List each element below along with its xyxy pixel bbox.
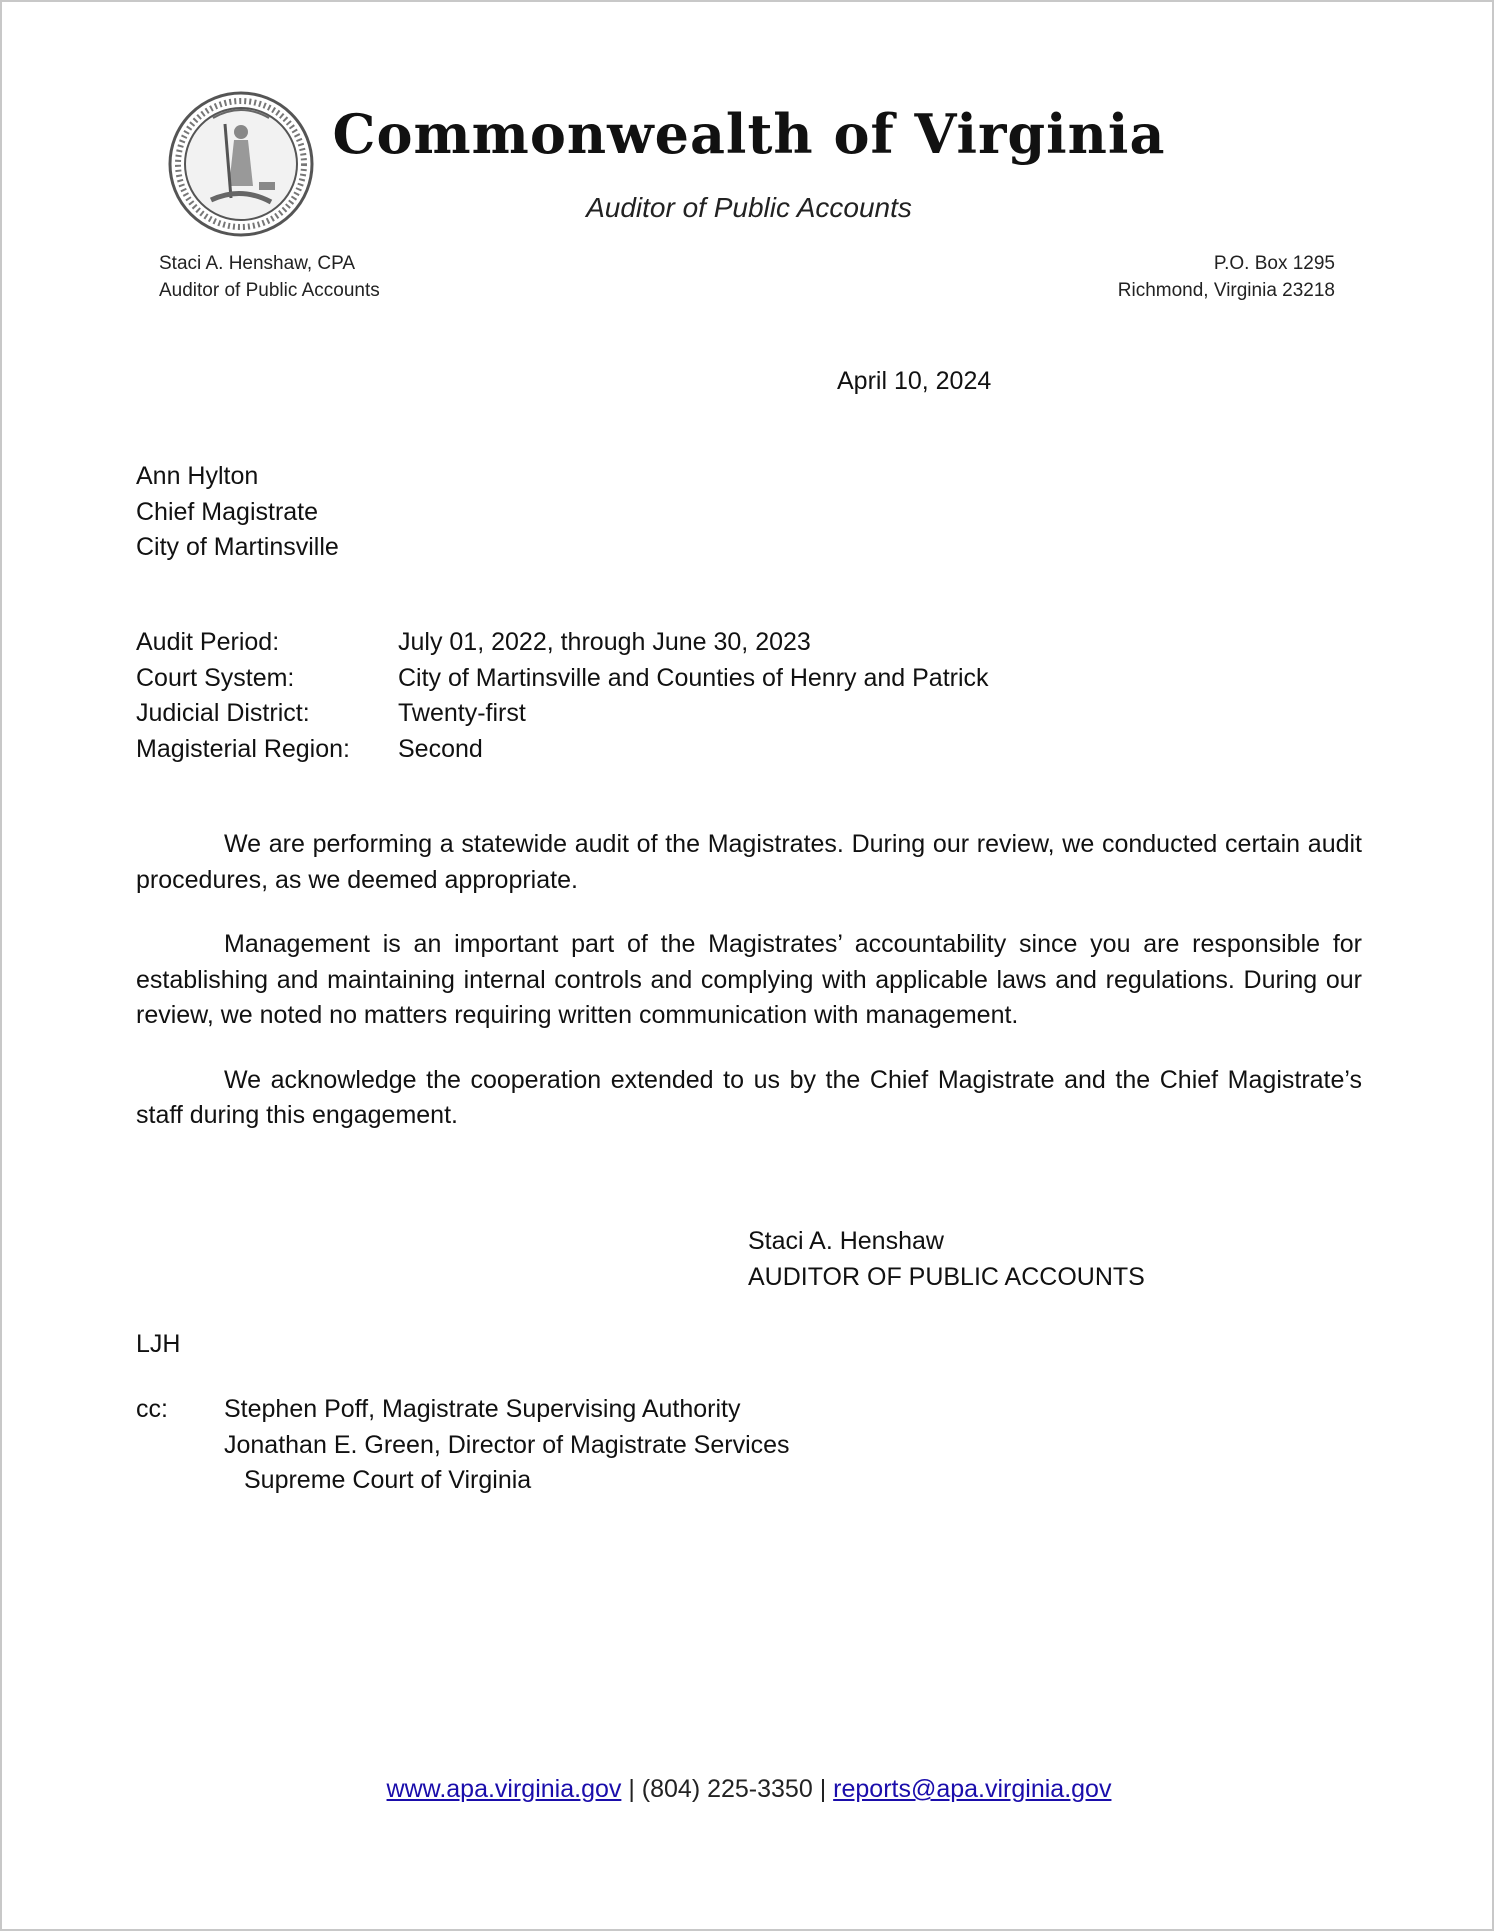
email-link[interactable]: reports@apa.virginia.gov (833, 1775, 1112, 1803)
cc-block (136, 1392, 790, 1499)
detail-label: Court System: (136, 663, 295, 692)
sender-block (159, 250, 380, 304)
detail-row (136, 625, 989, 661)
detail-value: Second (398, 734, 483, 763)
detail-row (136, 732, 989, 768)
detail-value: City of Martinsville and Counties of Henry and Patrick (398, 663, 989, 692)
cc-label: cc: (136, 1395, 168, 1423)
letterhead-subtitle: Auditor of Public Accounts (586, 192, 912, 223)
letter-body (136, 827, 1362, 1163)
footer-separator: | (819, 1775, 827, 1803)
website-link[interactable]: www.apa.virginia.gov (386, 1775, 622, 1803)
detail-label: Judicial District: (136, 699, 310, 727)
letter-date: April 10, 2024 (837, 367, 992, 395)
body-paragraph: We are performing a statewide audit of the Magistrates. During our review, we conducted certain audit procedures, as we deemed appropriate. (136, 830, 1362, 894)
cc-organization: Supreme Court of Virginia (244, 1466, 532, 1494)
signature-block (748, 1224, 1145, 1295)
cc-row (136, 1392, 790, 1428)
phone-number: (804) 225-3350 (641, 1775, 813, 1803)
sender-address (1118, 250, 1335, 304)
detail-row (136, 661, 989, 697)
recipient-name: Ann Hylton (136, 462, 259, 490)
footer-separator: | (628, 1775, 635, 1803)
sender-name: Staci A. Henshaw, CPA (159, 253, 356, 274)
recipient-location: City of Martinsville (136, 533, 339, 561)
address-line-2: Richmond, Virginia 23218 (1117, 280, 1335, 301)
address-line-1: P.O. Box 1295 (1213, 253, 1335, 274)
cc-row (136, 1428, 790, 1464)
detail-value: July 01, 2022, through June 30, 2023 (398, 628, 811, 656)
cc-recipient: Jonathan E. Green, Director of Magistrate Services (224, 1430, 790, 1459)
body-paragraph: We acknowledge the cooperation extended to us by the Chief Magistrate and the Chief Magistrate’s staff during this engagement. (136, 1065, 1362, 1129)
signer-name: Staci A. Henshaw (748, 1227, 944, 1255)
audit-details (136, 625, 989, 767)
letterhead-title: Commonwealth of Virginia (332, 102, 1166, 166)
typist-initials: LJH (136, 1330, 181, 1358)
detail-row (136, 696, 989, 732)
recipient-title: Chief Magistrate (136, 497, 319, 526)
footer (2, 1775, 1494, 1804)
cc-recipient: Stephen Poff, Magistrate Supervising Authority (224, 1395, 741, 1423)
detail-label: Audit Period: (136, 628, 280, 656)
sender-office: Auditor of Public Accounts (159, 280, 380, 301)
body-paragraph: Management is an important part of the Magistrates’ accountability since you are responsible for establishing and maintaining internal controls and complying with applicable laws and regulations. During our review, we noted no matters requiring written communication with management. (136, 930, 1362, 1029)
signer-title: AUDITOR OF PUBLIC ACCOUNTS (748, 1262, 1145, 1291)
recipient-block (136, 459, 339, 566)
detail-value: Twenty-first (398, 699, 526, 727)
detail-label: Magisterial Region: (136, 734, 350, 763)
